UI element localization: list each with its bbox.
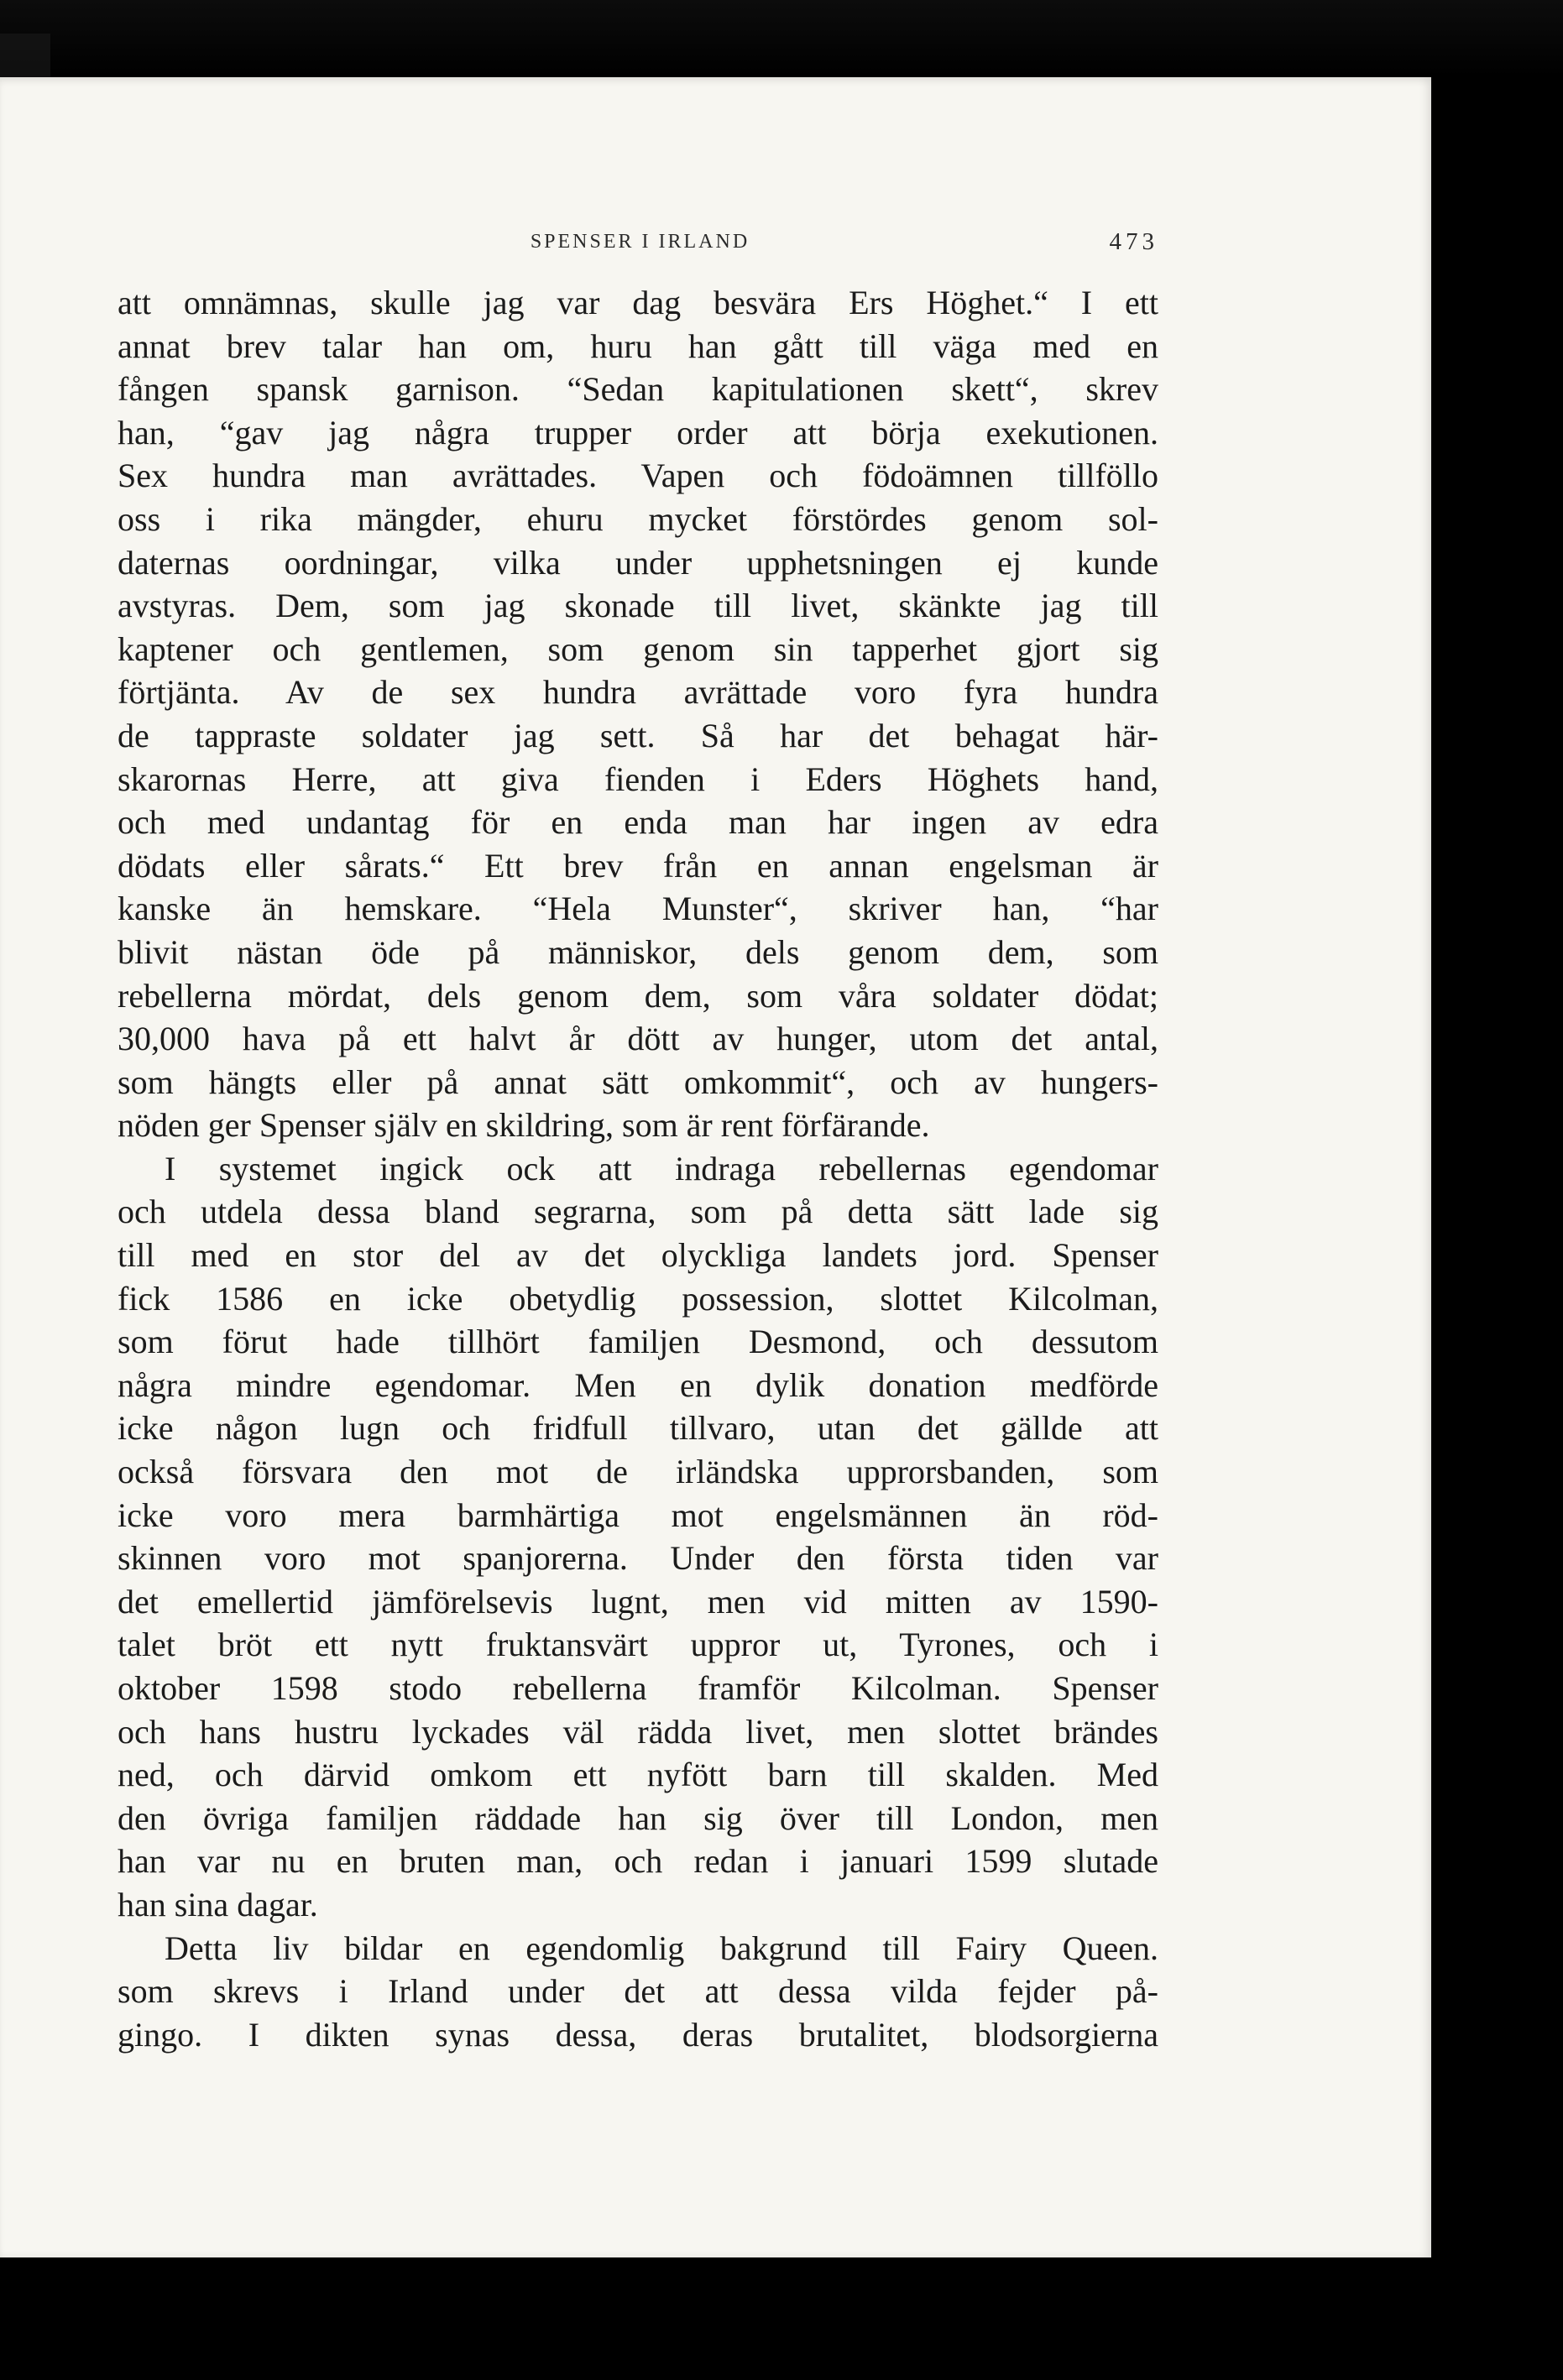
text-line: talet bröt ett nytt fruktansvärt uppror ut, Tyrones, och i — [118, 1626, 1158, 1664]
paragraph-start-line: Detta liv bildar en egendomlig bakgrund till Fairy Queen. — [165, 1929, 1158, 1967]
text-line: han var nu en bruten man, och redan i januari 1599 slutade — [118, 1842, 1158, 1881]
text-line: oktober 1598 stodo rebellerna framför Kilcolman. Spenser — [118, 1669, 1158, 1707]
text-line: rebellerna mördat, dels genom dem, som våra soldater dödat; — [118, 976, 1158, 1015]
text-line: också försvara den mot de irländska upprorsbanden, som — [118, 1453, 1158, 1491]
text-line: som förut hade tillhört familjen Desmond, och dessutom — [118, 1323, 1158, 1361]
text-line: och utdela dessa bland segrarna, som på detta sätt lade sig — [118, 1193, 1158, 1231]
text-line: den övriga familjen räddade han sig över till London, men — [118, 1798, 1158, 1837]
text-line: som hängts eller på annat sätt omkommit“, och av hungers- — [118, 1062, 1158, 1101]
text-line: fången spansk garnison. “Sedan kapitulationen skett“, skrev — [118, 370, 1158, 409]
text-line: 30,000 hava på ett halvt år dött av hunger, utom det antal, — [118, 1020, 1158, 1058]
text-line: till med en stor del av det olyckliga landets jord. Spenser — [118, 1236, 1158, 1275]
text-line: blivit nästan öde på människor, dels genom dem, som — [118, 932, 1158, 971]
text-line: oss i rika mängder, ehuru mycket förstördes genom sol- — [118, 499, 1158, 538]
text-line: icke någon lugn och fridfull tillvaro, utan det gällde att — [118, 1409, 1158, 1448]
text-line: gingo. I dikten synas dessa, deras brutalitet, blodsorgierna — [118, 2015, 1158, 2054]
text-line: kaptener och gentlemen, som genom sin tapperhet gjort sig — [118, 629, 1158, 668]
text-line: att omnämnas, skulle jag var dag besvära Ers Höghet.“ I ett — [118, 284, 1158, 321]
body-text — [118, 281, 1158, 2056]
text-line: det emellertid jämförelsevis lugnt, men vid mitten av 1590- — [118, 1582, 1158, 1621]
scan-edge-artifact — [0, 34, 50, 84]
text-line: annat brev talar han om, huru han gått till väga med en — [118, 326, 1158, 365]
text-line: fick 1586 en icke obetydlig possession, slottet Kilcolman, — [118, 1279, 1158, 1318]
text-line: och hans hustru lyckades väl rädda livet, men slottet brändes — [118, 1712, 1158, 1751]
running-head: SPENSER I IRLAND — [530, 231, 750, 253]
text-line: kanske än hemskare. “Hela Munster“, skriver han, “har — [118, 890, 1158, 928]
scan-top-border — [0, 0, 1563, 77]
text-line: förtjänta. Av de sex hundra avrättade voro fyra hundra — [118, 673, 1158, 712]
page-number: 473 — [1109, 228, 1158, 255]
text-line: han, “gav jag några trupper order att börja exekutionen. — [118, 413, 1158, 451]
scan-bottom-border — [0, 2257, 1563, 2380]
text-line: icke voro mera barmhärtiga mot engelsmännen än röd- — [118, 1495, 1158, 1534]
text-line: skinnen voro mot spanjorerna. Under den första tiden var — [118, 1539, 1158, 1578]
text-line: skarornas Herre, att giva fienden i Eders Höghets hand, — [118, 759, 1158, 798]
text-line: nöden ger Spenser själv en skildring, som är rent förfärande. — [118, 1106, 930, 1145]
paragraph-start-line: I systemet ingick ock att indraga rebellernas egendomar — [165, 1149, 1158, 1187]
text-line: daternas oordningar, vilka under upphetsningen ej kunde — [118, 543, 1158, 582]
page-header — [122, 225, 1158, 258]
text-line: Sex hundra man avrättades. Vapen och födoämnen tillföllo — [118, 457, 1158, 495]
text-line: som skrevs i Irland under det att dessa vilda fejder på- — [118, 1972, 1158, 2011]
text-line: de tappraste soldater jag sett. Så har det behagat här- — [118, 716, 1158, 754]
text-line: några mindre egendomar. Men en dylik donation medförde — [118, 1365, 1158, 1404]
text-line: han sina dagar. — [118, 1885, 318, 1923]
scan-right-border — [1431, 77, 1563, 2257]
text-line: ned, och därvid omkom ett nyfött barn till skalden. Med — [118, 1756, 1158, 1794]
text-line: avstyras. Dem, som jag skonade till livet, skänkte jag till — [118, 587, 1158, 625]
text-line: och med undantag för en enda man har ingen av edra — [118, 803, 1158, 842]
text-line: dödats eller sårats.“ Ett brev från en annan engelsman är — [118, 846, 1158, 885]
